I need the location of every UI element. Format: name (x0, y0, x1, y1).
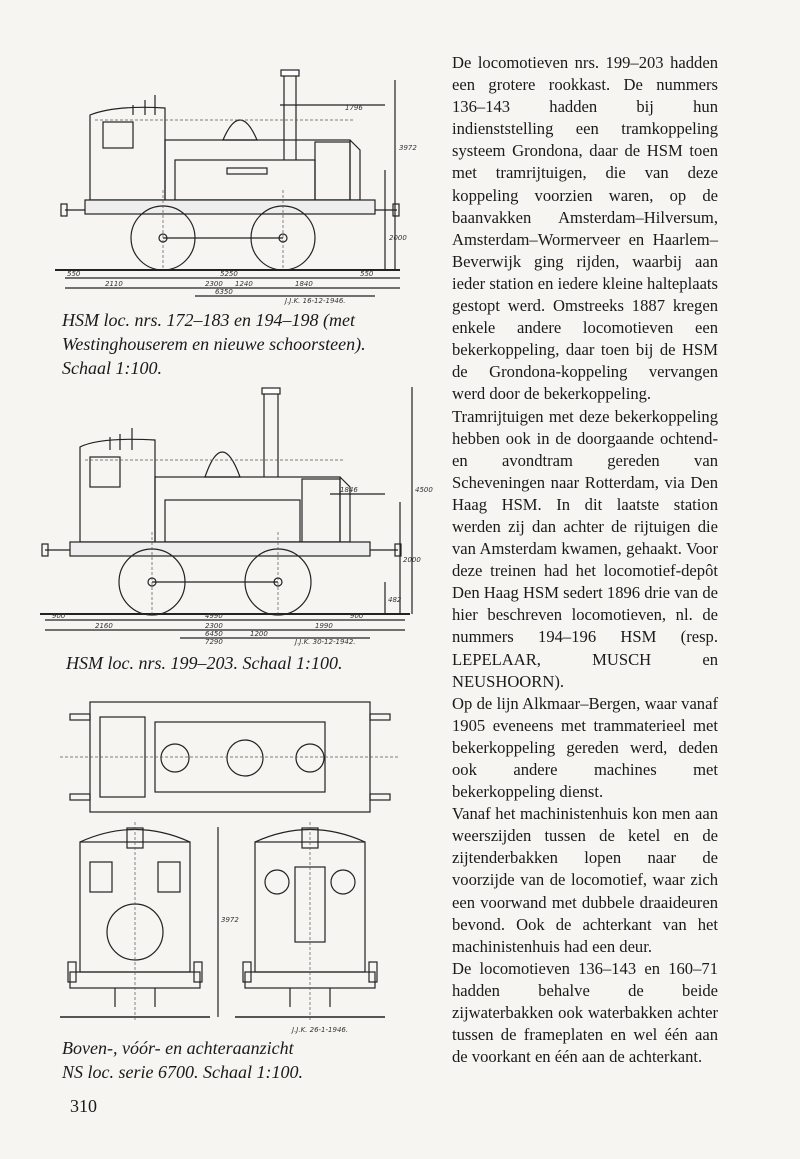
caption-line: Schaal 1:100. (62, 358, 162, 378)
locomotive-top-front-rear-figure (60, 692, 400, 1037)
drawing-signature: J.J.K. 26-1-1946. (292, 1026, 349, 1034)
drawing-signature: J.J.K. 30-12-1942. (295, 638, 356, 646)
locomotive-drawing-2 (40, 382, 433, 646)
dim-label: 1840 (295, 280, 313, 288)
drawing-signature: J.J.K. 16-12-1946. (285, 297, 346, 305)
page-number: 310 (70, 1096, 97, 1116)
dim-label: 900 (52, 612, 66, 620)
dim-label: 1200 (250, 630, 268, 638)
dim-label: 2000 (403, 556, 421, 564)
dim-label: 6350 (215, 288, 233, 296)
dim-label: 7290 (205, 638, 223, 646)
paragraph: Vanaf het machinistenhuis kon men aan weerszijden tussen de ketel en de zijtenderbakken lopen naar de voorzijde van de locomotief, waar zich een voorwand met dubbele draaideuren bevond. Ook de achterkant van het machinistenhuis had een deur. (452, 804, 718, 956)
dim-label: 2300 (205, 280, 223, 288)
dim-label: 4500 (415, 486, 433, 494)
dim-label: 5250 (220, 270, 238, 278)
dim-label: 1990 (315, 622, 333, 630)
dim-label: 1796 (345, 104, 363, 112)
locomotive-side-view-figure-1 (55, 60, 415, 305)
figure-caption-2 (66, 651, 342, 675)
dim-label: 2300 (205, 622, 223, 630)
dim-label: 3972 (399, 144, 417, 152)
body-text-column (452, 52, 718, 1068)
paragraph: De locomotieven 136–143 en 160–71 hadden behalve de beide zijwaterbakken ook waterbakken achter tussen de frameplaten en wel één aan de voorkant en één aan de achterkant. (452, 958, 718, 1067)
locomotive-drawing-1 (55, 60, 415, 305)
caption-line: HSM loc. nrs. 199–203. Schaal 1:100. (66, 653, 343, 673)
paragraph: Tramrijtuigen met deze bekerkoppeling hebben ook in de doorgaande ochtend- en avondtram gereden van Scheveningen naar Rotterdam, via Den Haag HSM. In dit laatste station werden zij dan achter de rijtuigen die van Amsterdam kwamen, gehaakt. Voor deze treinen had het locomotief-depôt Den Haag HSM sedert 1896 drie van de hier beschreven locomotieven, nl. de nummers 194–196 HSM (resp. LEPELAAR, MUSCH en NEUSHOORN). (452, 406, 718, 691)
dim-label: 482 (388, 596, 402, 604)
figure-caption-1 (62, 308, 366, 380)
paragraph: De locomotieven nrs. 199–203 hadden een grotere rookkast. De nummers 136–143 hadden bij hun indienststelling een tramkoppeling systeem Grondona, daar de HSM toen met tramrijtuigen, die van deze koppeling voorzien waren, op de baanvakken Amsterdam–Hilversum, Amsterdam–Wormerveer en Haarlem–Beverwijk ging rijden, waarbij aan ieder station en iedere kleine halteplaats gestopt werd. Omstreeks 1887 kregen enkele andere locomotieven een bekerkoppeling, daar toen bij de HSM de Grondona-koppeling vervangen werd door de bekerkoppeling. (452, 53, 718, 404)
dim-label: 550 (67, 270, 81, 278)
dim-label: 550 (360, 270, 374, 278)
dim-label: 6450 (205, 630, 223, 638)
locomotive-side-view-figure-2 (40, 382, 433, 646)
dim-label: 2000 (389, 234, 407, 242)
caption-line: Westinghouserem en nieuwe schoorsteen). (62, 334, 366, 354)
dim-label: 1846 (340, 486, 358, 494)
caption-line: Boven-, vóór- en achteraanzicht (62, 1038, 294, 1058)
dim-label: 2160 (95, 622, 113, 630)
figure-caption-3 (62, 1036, 303, 1084)
dim-label: 3972 (221, 916, 239, 924)
caption-line: HSM loc. nrs. 172–183 en 194–198 (met (62, 310, 355, 330)
dim-label: 4990 (205, 612, 223, 620)
dim-label: 900 (350, 612, 364, 620)
dim-label: 1240 (235, 280, 253, 288)
caption-line: NS loc. serie 6700. Schaal 1:100. (62, 1062, 303, 1082)
locomotive-drawing-3 (60, 692, 400, 1037)
dim-label: 2110 (105, 280, 123, 288)
paragraph: Op de lijn Alkmaar–Bergen, waar vanaf 1905 eveneens met trammaterieel met bekerkoppeling gereden werd, deden ook andere machines met bekerkoppeling dienst. (452, 693, 718, 802)
